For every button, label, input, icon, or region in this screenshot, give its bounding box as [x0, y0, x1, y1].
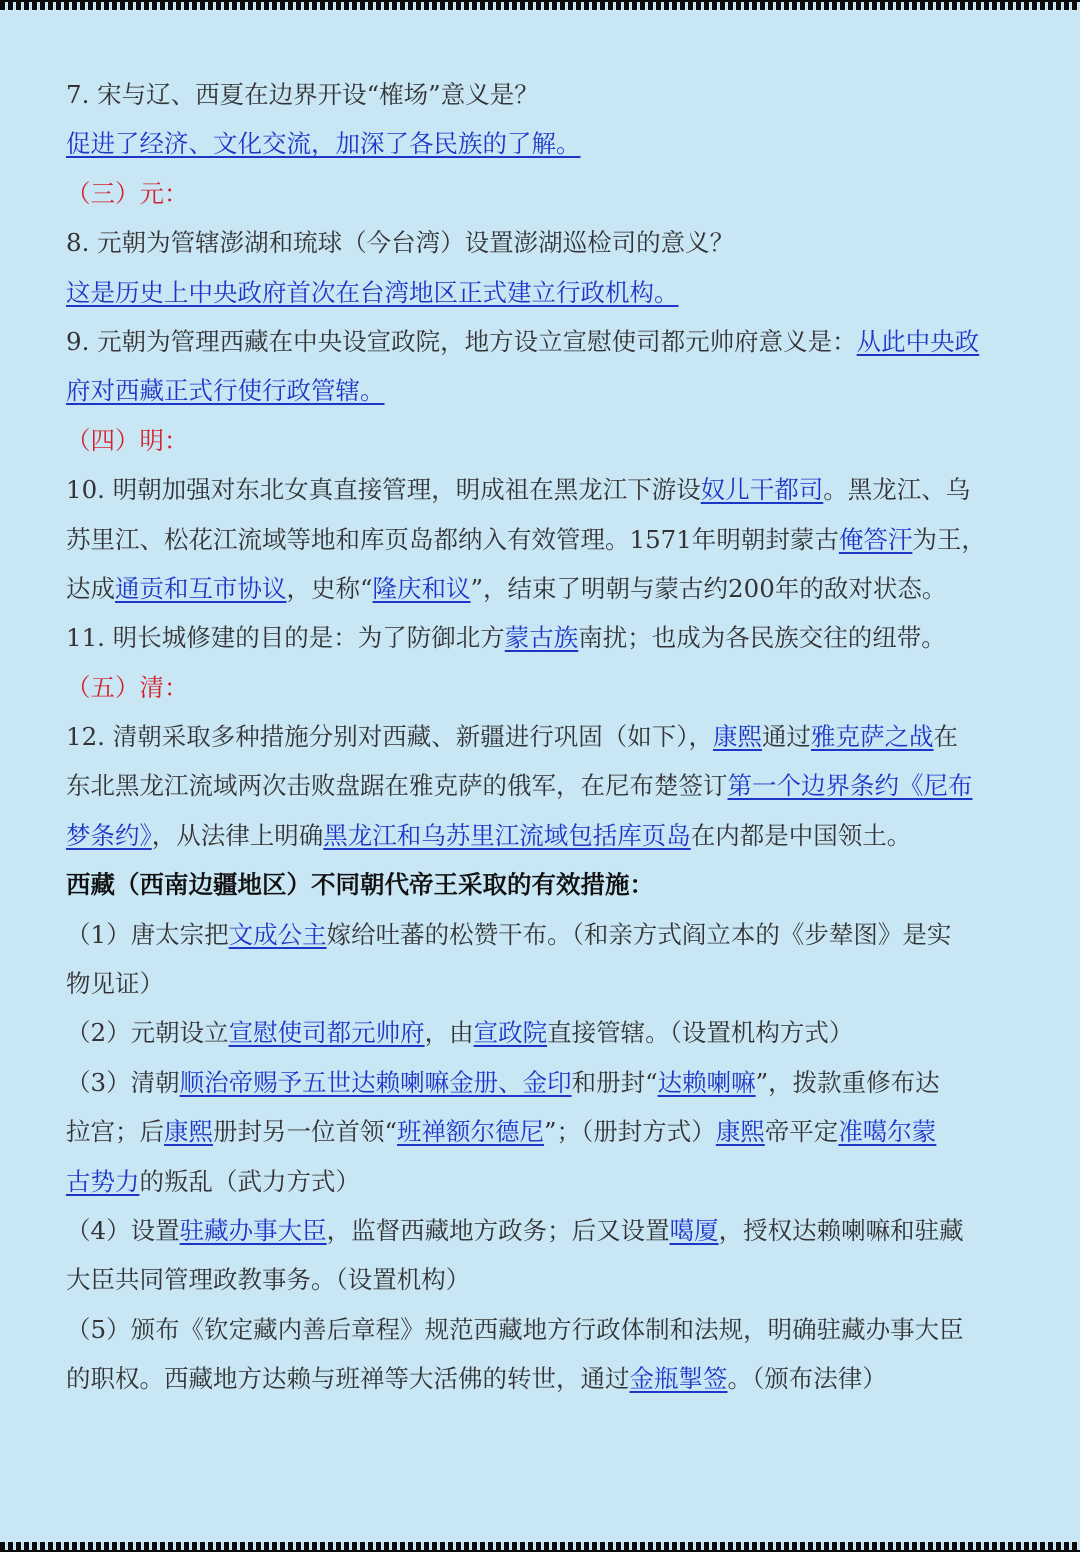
document-content: [66, 70, 1014, 1404]
section-heading-ming: （四）明：: [66, 425, 189, 455]
answer-8: 这是历史上中央政府首次在台湾地区正式建立行政机构。: [66, 277, 679, 307]
question-10-line-2: 苏里江、松花江流域等地和库页岛都纳入有效管理。1571年明朝封蒙古俺答汗为王，: [66, 524, 986, 554]
question-10-line-3: 达成通贡和互市协议，史称“隆庆和议”，结束了明朝与蒙古约200年的敌对状态。: [66, 573, 947, 603]
tibet-point-3-line-2: 拉宫；后康熙册封另一位首领“班禅额尔德尼”；（册封方式）康熙帝平定准噶尔蒙: [66, 1117, 937, 1147]
tibet-point-5-line-1: （5）颁布《钦定藏内善后章程》规范西藏地方行政体制和法规，明确驻藏办事大臣: [66, 1314, 964, 1344]
tibet-point-4-line-1: （4）设置驻藏办事大臣，监督西藏地方政务；后又设置噶厦，授权达赖喇嘛和驻藏: [66, 1215, 964, 1245]
question-7: 7. 宋与辽、西夏在边界开设“榷场”意义是？: [66, 80, 539, 109]
tibet-point-4-line-2: 大臣共同管理政教事务。（设置机构）: [66, 1265, 471, 1295]
section-heading-yuan: （三）元：: [66, 178, 189, 208]
tibet-point-3-line-3: 古势力的叛乱（武力方式）: [66, 1166, 360, 1196]
tibet-point-2: （2）元朝设立宣慰使司都元帅府，由宣政院直接管辖。（设置机构方式）: [66, 1018, 854, 1048]
top-dotted-border: [0, 0, 1080, 10]
question-11: 11. 明长城修建的目的是：为了防御北方蒙古族南扰；也成为各民族交往的纽带。: [66, 623, 946, 653]
question-9-line-2: 府对西藏正式行使行政管辖。: [66, 376, 385, 406]
tibet-point-3-line-1: （3）清朝顺治帝赐予五世达赖喇嘛金册、金印和册封“达赖喇嘛”，拨款重修布达: [66, 1067, 940, 1097]
bottom-dotted-border: [0, 1542, 1080, 1552]
question-8: 8. 元朝为管辖澎湖和琉球（今台湾）设置澎湖巡检司的意义？: [66, 228, 735, 258]
question-12-line-3: 梦条约》，从法律上明确黑龙江和乌苏里江流域包括库页岛在内都是中国领土。: [66, 820, 912, 850]
question-12-line-1: 12. 清朝采取多种措施分别对西藏、新疆进行巩固（如下），康熙通过雅克萨之战在: [66, 722, 958, 752]
question-12-line-2: 东北黑龙江流域两次击败盘踞在雅克萨的俄军，在尼布楚签订第一个边界条约《尼布: [66, 771, 973, 801]
tibet-heading: 西藏（西南边疆地区）不同朝代帝王采取的有效措施：: [66, 870, 654, 900]
tibet-point-1-line-2: 物见证）: [66, 969, 164, 999]
answer-7: 促进了经济、文化交流，加深了各民族的了解。: [66, 129, 581, 159]
tibet-point-1-line-1: （1）唐太宗把文成公主嫁给吐蕃的松赞干布。（和亲方式阎立本的《步辇图》是实: [66, 919, 952, 949]
question-10-line-1: 10. 明朝加强对东北女真直接管理，明成祖在黑龙江下游设奴儿干都司。黑龙江、乌: [66, 475, 971, 505]
section-heading-qing: （五）清：: [66, 672, 189, 702]
question-9-line-1: 9. 元朝为管理西藏在中央设宣政院，地方设立宣慰使司都元帅府意义是：从此中央政: [66, 326, 980, 356]
tibet-point-5-line-2: 的职权。西藏地方达赖与班禅等大活佛的转世，通过金瓶掣签。（颁布法律）: [66, 1364, 887, 1394]
